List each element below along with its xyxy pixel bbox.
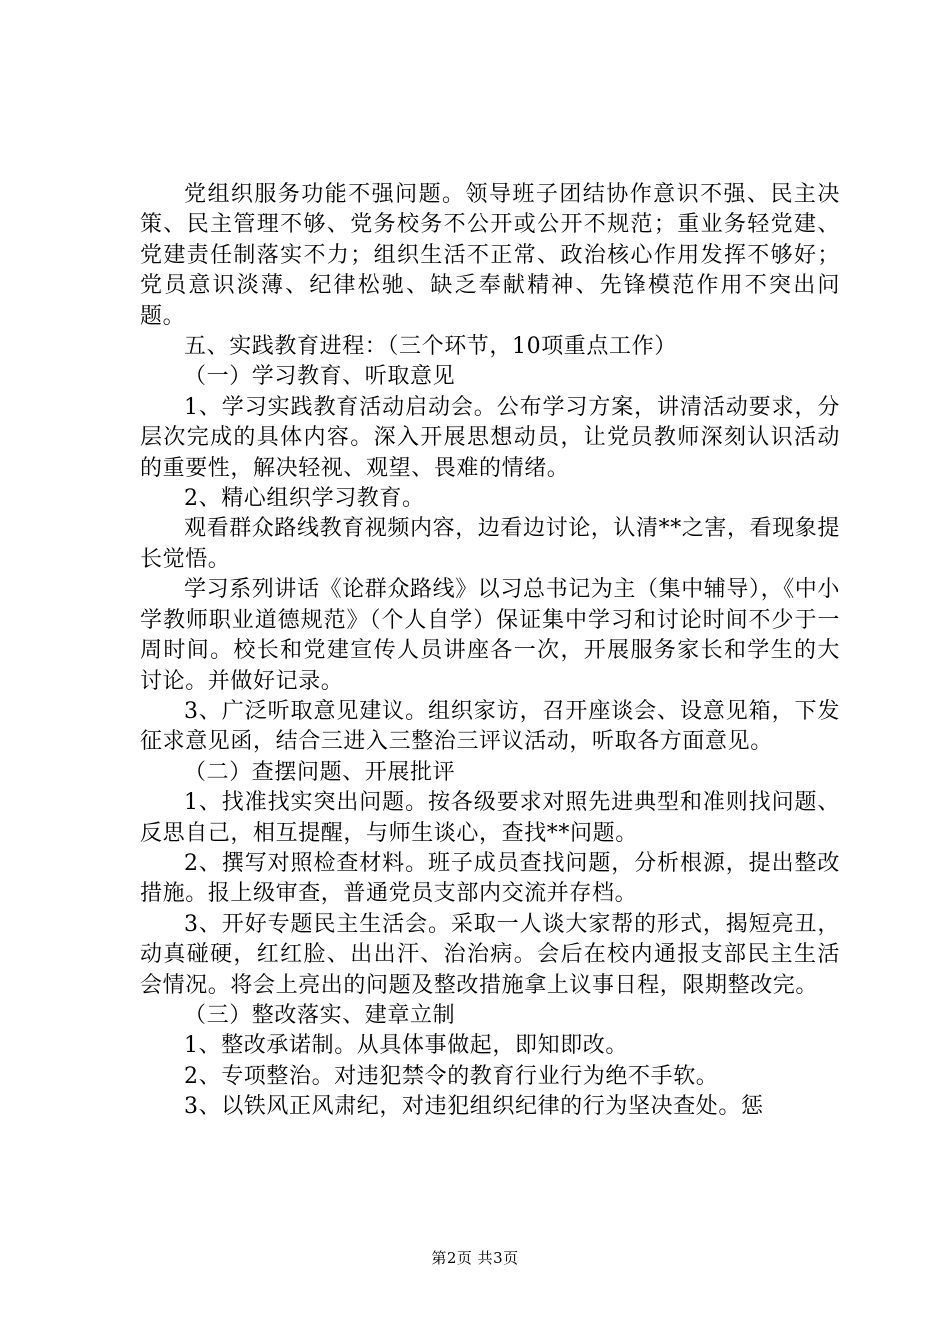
heading-section-five: 五、实践教育进程：（三个环节，10项重点工作） [184,334,677,360]
paragraph-item-1-2: 2、精心组织学习教育。 [184,486,425,512]
paragraph-item-2-2: 2、撰写对照检查材料。班子成员查找问题，分析根源，提出整改措施。报上级审查，普通党员支部内交流并存档。 [140,850,840,907]
subheading-two: （二）查摆问题、开展批评 [184,759,456,785]
paragraph-item-3-3: 3、以铁风正风肃纪，对违犯组织纪律的行为坚决查处。惩 [184,1094,764,1120]
paragraph-item-2-1: 1、找准找实突出问题。按各级要求对照先进典型和准则找问题、反思自己，相互提醒，与师生谈心，查找**问题。 [140,790,840,846]
paragraph-item-2-3: 3、开好专题民主生活会。采取一人谈大家帮的形式，揭短亮丑，动真碰硬，红红脸、出出汗、治治病。会后在校内通报支部民主生活会情况。将会上亮出的问题及整改措施拿上议事日程，限期整改完。 [140,911,840,998]
subheading-one: （一）学习教育、听取意见 [184,364,456,390]
subheading-three: （三）整改落实、建章立制 [184,1002,456,1028]
paragraph-item-1-1: 1、学习实践教育活动启动会。公布学习方案，讲清活动要求，分层次完成的具体内容。深入开展思想动员，让党员教师深刻认识活动的重要性，解决轻视、观望、畏难的情绪。 [140,394,840,481]
paragraph-problems: 党组织服务功能不强问题。领导班子团结协作意识不强、民主决策、民主管理不够、党务校务不公开或公开不规范；重业务轻党建、党建责任制落实不力；组织生活不正常、政治核心作用发挥不够好；党员意识淡薄、纪律松驰、缺乏奉献精神、先锋模范作用不突出问题。 [140,182,840,329]
document-body [140,180,840,1123]
paragraph-item-3-2: 2、专项整治。对违犯禁令的教育行业行为绝不手软。 [184,1063,719,1089]
paragraph-item-3-1: 1、整改承诺制。从具体事做起，即知即改。 [184,1033,628,1059]
paragraph-study-speeches: 学习系列讲话《论群众路线》以习总书记为主（集中辅导），《中小学教师职业道德规范》（个人自学）保证集中学习和讨论时间不少于一周时间。校长和党建宣传人员讲座各一次，开展服务家长和学生的大讨论。并做好记录。 [140,577,841,694]
paragraph-item-1-3: 3、广泛听取意见建议。组织家访，召开座谈会、设意见箱，下发征求意见函，结合三进入三整治三评议活动，听取各方面意见。 [140,698,840,755]
page-footer: 第2页 共3页 [431,1249,519,1267]
paragraph-video: 观看群众路线教育视频内容，边看边讨论，认清**之害，看现象提长觉悟。 [140,516,841,572]
